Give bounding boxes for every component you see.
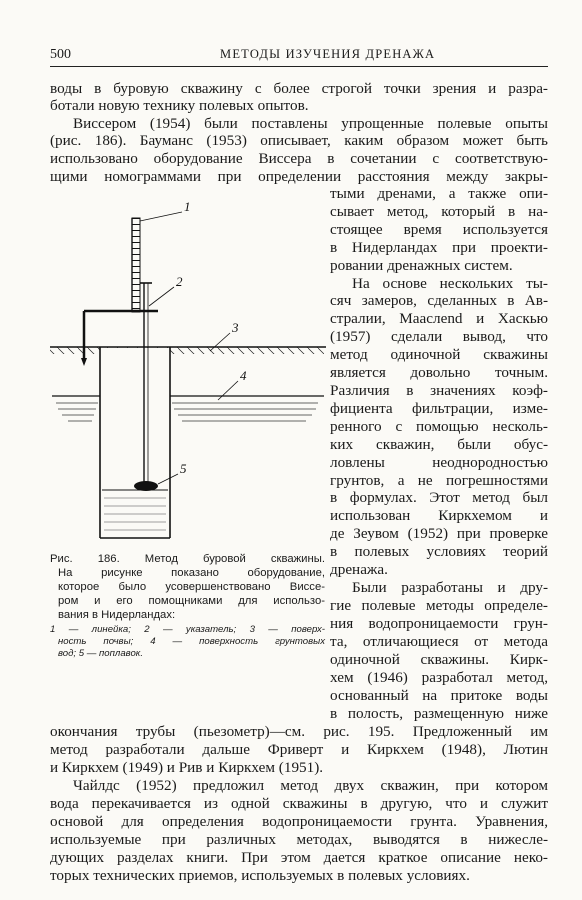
column-line: метод одиночной скважины [330, 346, 548, 363]
column-line: та, отличающиеся от метода [330, 633, 548, 650]
column-line: Различия в значениях коэф- [330, 382, 548, 399]
column-line: тыми дренами, а также опи- [330, 185, 548, 202]
column-line: ровании дренажных систем. [330, 257, 513, 274]
column-line: де Зеувом (1952) при проверке [330, 525, 548, 542]
column-line: грунтов, а не погрешностями [330, 472, 548, 489]
column-line: в формулах. Этот метод был [330, 489, 548, 506]
paragraph-line: Виссером (1954) были поставлены упрощенные полевые опыты [73, 115, 548, 132]
paragraph-line: метод разработали дальше Фриверт и Киркхем (1948), Лютин [50, 741, 548, 758]
column-line: сывает метод, который в на- [330, 203, 548, 220]
column-line: сяч замеров, сделанных в Ав- [330, 292, 548, 309]
paragraph-line: использовано оборудование Виссера в сочетании с соответствую- [50, 150, 548, 167]
column-line: ренного с помощью несколь- [330, 418, 548, 435]
caption-line: вания в Нидерландах: [58, 609, 176, 621]
paragraph-line: и Киркхем (1949) и Рив и Киркхем (1951). [50, 759, 324, 776]
column-line: использован Киркхемом и [330, 507, 548, 524]
caption-legend-line: ность почвы; 4 — поверхность грунтовых [58, 636, 325, 647]
paragraph-line: (рис. 186). Бауманс (1953) описывает, каким образом может быть [50, 132, 548, 149]
ground-surface [50, 347, 326, 354]
column-line: (1957) сделали вывод, что [330, 328, 548, 345]
column-line: гие полевые методы определе- [330, 597, 548, 614]
ruler [132, 218, 140, 312]
label-5: 5 [180, 461, 187, 476]
column-line: одиночной скважины. Кирк- [330, 651, 548, 668]
column-line: в полость, размещенную ниже [330, 705, 548, 722]
figure-186-borehole-diagram [48, 188, 328, 553]
caption-line: ром и его помощниками для использо- [58, 595, 325, 607]
groundwater-surface [52, 396, 324, 421]
paragraph-line: дующих разделах книги. При этом дается краткое описание неко- [50, 849, 548, 866]
paragraph-line: вода перекачивается из одной скважины в другую, что и служит [50, 795, 548, 812]
running-title: МЕТОДЫ ИЗУЧЕНИЯ ДРЕНАЖА [220, 47, 436, 61]
column-line: в Нидерландах при проекти- [330, 239, 548, 256]
column-line: фициента фильтрации, изме- [330, 400, 548, 417]
column-line: стоящее время используется [330, 221, 548, 238]
label-3: 3 [232, 320, 239, 335]
float [134, 481, 158, 491]
column-line: дренажа. [330, 561, 388, 578]
label-2: 2 [176, 274, 183, 289]
column-line: Были разработаны и дру- [352, 579, 548, 596]
caption-legend-line: вод; 5 — поплавок. [58, 648, 143, 659]
column-line: ния водопроницаемости грун- [330, 615, 548, 632]
label-1: 1 [184, 199, 191, 214]
column-line: стралии, Мааслend и Хаскью [330, 310, 548, 327]
paragraph-line: Чайлдс (1952) предложил метод двух скважин, при котором [73, 777, 548, 794]
column-line: На основе нескольких ты- [352, 275, 548, 292]
label-4: 4 [240, 368, 247, 383]
column-line: в полевых условиях теорий [330, 543, 548, 560]
column-line: ловлены неоднородностью [330, 454, 548, 471]
column-line: ких скважин, были обус- [330, 436, 548, 453]
caption-line: На рисунке показано оборудование, [58, 567, 325, 579]
paragraph-line: воды в буровую скважину с более строгой точки зрения и разра- [50, 80, 548, 97]
paragraph-line: торых технических приемов, используемых в полевых условиях. [50, 867, 470, 884]
borehole [100, 347, 170, 538]
column-line: хем (1946) разработал метод, [330, 669, 548, 686]
column-line: является довольно точным. [330, 364, 548, 381]
caption-line: которое было усовершенствовано Виссе- [58, 581, 325, 593]
caption-legend-line: 1 — линейка; 2 — указатель; 3 — поверх- [50, 624, 325, 635]
page-header [50, 44, 548, 67]
paragraph-line: основой для определения водопроницаемости грунта. Уравнения, [50, 813, 548, 830]
paragraph-line: используемые при различных методах, выводятся в нижеслe- [50, 831, 548, 848]
caption-line: Рис. 186. Метод буровой скважины. [50, 553, 325, 565]
column-line: основанный на притоке воды [330, 687, 548, 704]
paragraph-line: ботали новую технику полевых опытов. [50, 97, 309, 114]
paragraph-line: окончания трубы (пьезометр)—см. рис. 195. Предложенный им [50, 723, 548, 740]
paragraph-line: щими номограммами при определении расстояния между закры- [50, 168, 548, 185]
figure-caption [50, 552, 325, 660]
page-number: 500 [50, 47, 71, 62]
